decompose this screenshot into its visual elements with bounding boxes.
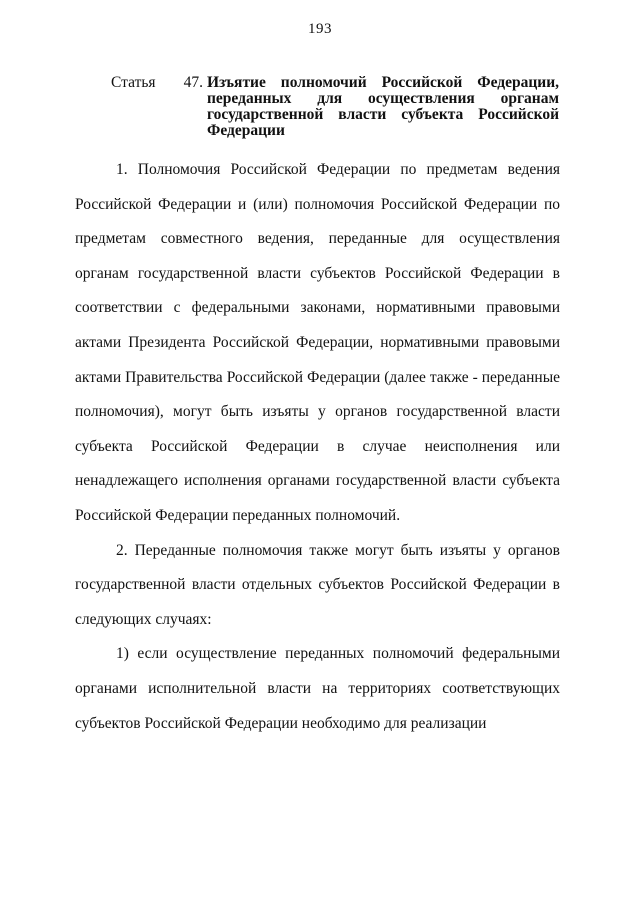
body-text [75, 153, 560, 741]
article-title: Изъятие полномочий Российской Федерации, переданных для осуществления органам государственной власти субъекта Российской Федерации [207, 74, 559, 139]
paragraph-2: 2. Переданные полномочия также могут быть изъяты у органов государственной власти отдельных субъектов Российской Федерации в следующих случаях: [75, 541, 560, 628]
article-heading [111, 75, 559, 139]
paragraph-1: 1. Полномочия Российской Федерации по предметам ведения Российской Федерации и (или) полномочия Российской Федерации по предметам совместного ведения, переданные для осуществления органам государственной власти субъектов Российской Федерации в соответствии с федеральными законами, нормативными правовыми актами Президента Российской Федерации, нормативными правовыми актами Правительства Российской Федерации (далее также - переданные полномочия), могут быть изъяты у органов государственной власти субъекта Российской Федерации в случае неисполнения или ненадлежащего исполнения органами государственной власти субъекта Российской Федерации переданных полномочий. [75, 161, 560, 524]
paragraph-3: 1) если осуществление переданных полномочий федеральными органами исполнительной власти на территориях соответствующих субъектов Российской Федерации необходимо для реализации [75, 645, 560, 732]
article-label-word: Статья [111, 74, 156, 91]
article-label-number: 47. [183, 74, 203, 91]
page-number: 193 [308, 21, 332, 37]
article-label [111, 75, 207, 139]
